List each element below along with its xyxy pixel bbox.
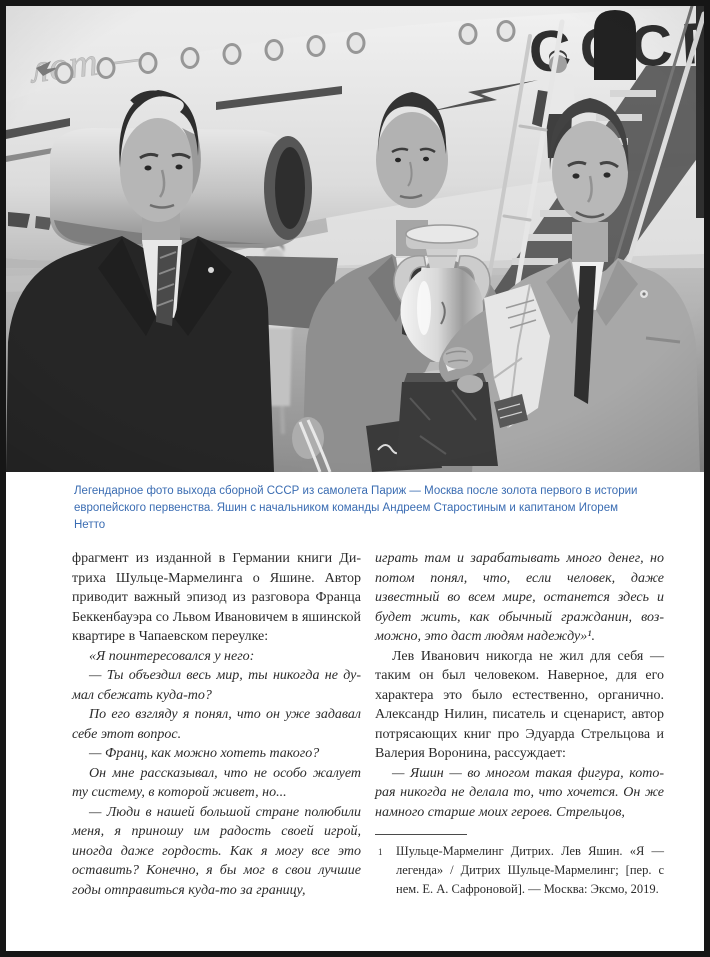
paragraph: — Яшин — во многом такая фигура, которая никогда не делала то, что хочется. Он же намного старше моих героев. Стрельцов, (375, 765, 664, 820)
photo-caption: Легендарное фото выхода сборной СССР из самолета Париж — Москва после золота первого в истории европейского первенства. Яшин с начальником команды Андреем Старостиным и капитаном Игорем Нетто (74, 485, 638, 531)
photo-vignette (6, 6, 704, 472)
footnote-separator (375, 834, 467, 835)
photo-illustration (6, 6, 704, 472)
paragraph: По его взгляду я понял, что он уже задавал себе этот вопрос. (72, 707, 361, 742)
left-column (72, 549, 361, 900)
paragraph: «Я поинтересовался у него: (89, 648, 255, 664)
paragraph: — Люди в нашей большой стране полюбили меня, я приношу им радость своей игрой, иногда даже гордость. Как я могу все это оставить? Конечно, я бы мог в свои лучшие годы отправиться куда-то за границу, (72, 804, 361, 898)
photo-ussr-team-arrival (6, 6, 704, 472)
paragraph: Он мне рассказывал, что не особо жалует ту систему, в которой живет, но... (72, 765, 361, 800)
paragraph: Лев Иванович никогда не жил для себя — таким он был человеком. Наверное, для его характера это было естественно, органично. Александр Нилин, писатель и сценарист, автор потрясающих книг про Эдуарда Стрельцова и Валерия Воронина, рассуждает: (375, 648, 664, 761)
footnote-marker: 1 (378, 847, 383, 857)
paragraph: — Ты объездил весь мир, ты никогда не думал сбежать куда-то? (72, 668, 361, 703)
paragraph: фрагмент из изданной в Германии книги Дитриха Шульце-Мармелинга о Яшине. Автор приводит важный эпизод из разговора Франца Беккенбауэра со Львом Ивановичем в яшинской квартире в Чапаевском переулке: (72, 551, 361, 644)
footnote: 1 Шульце-Мармелинг Дитрих. Лев Яшин. «Я — легенда» / Дитрих Шульце-Мармелинг; [пер. с нем. Е. А. Сафроновой]. — Москва: Эксмо, 2019. (378, 844, 664, 896)
text-columns (72, 549, 664, 900)
paragraph: — Франц, как можно хотеть такого? (89, 746, 320, 761)
right-column (375, 549, 664, 900)
paragraph: играть там и зарабатывать много денег, но потом понял, что, если человек, даже известный во всем мире, останется здесь и будет жить, как обычный гражданин, возможно, это даст людям надежду»¹. (375, 551, 664, 644)
